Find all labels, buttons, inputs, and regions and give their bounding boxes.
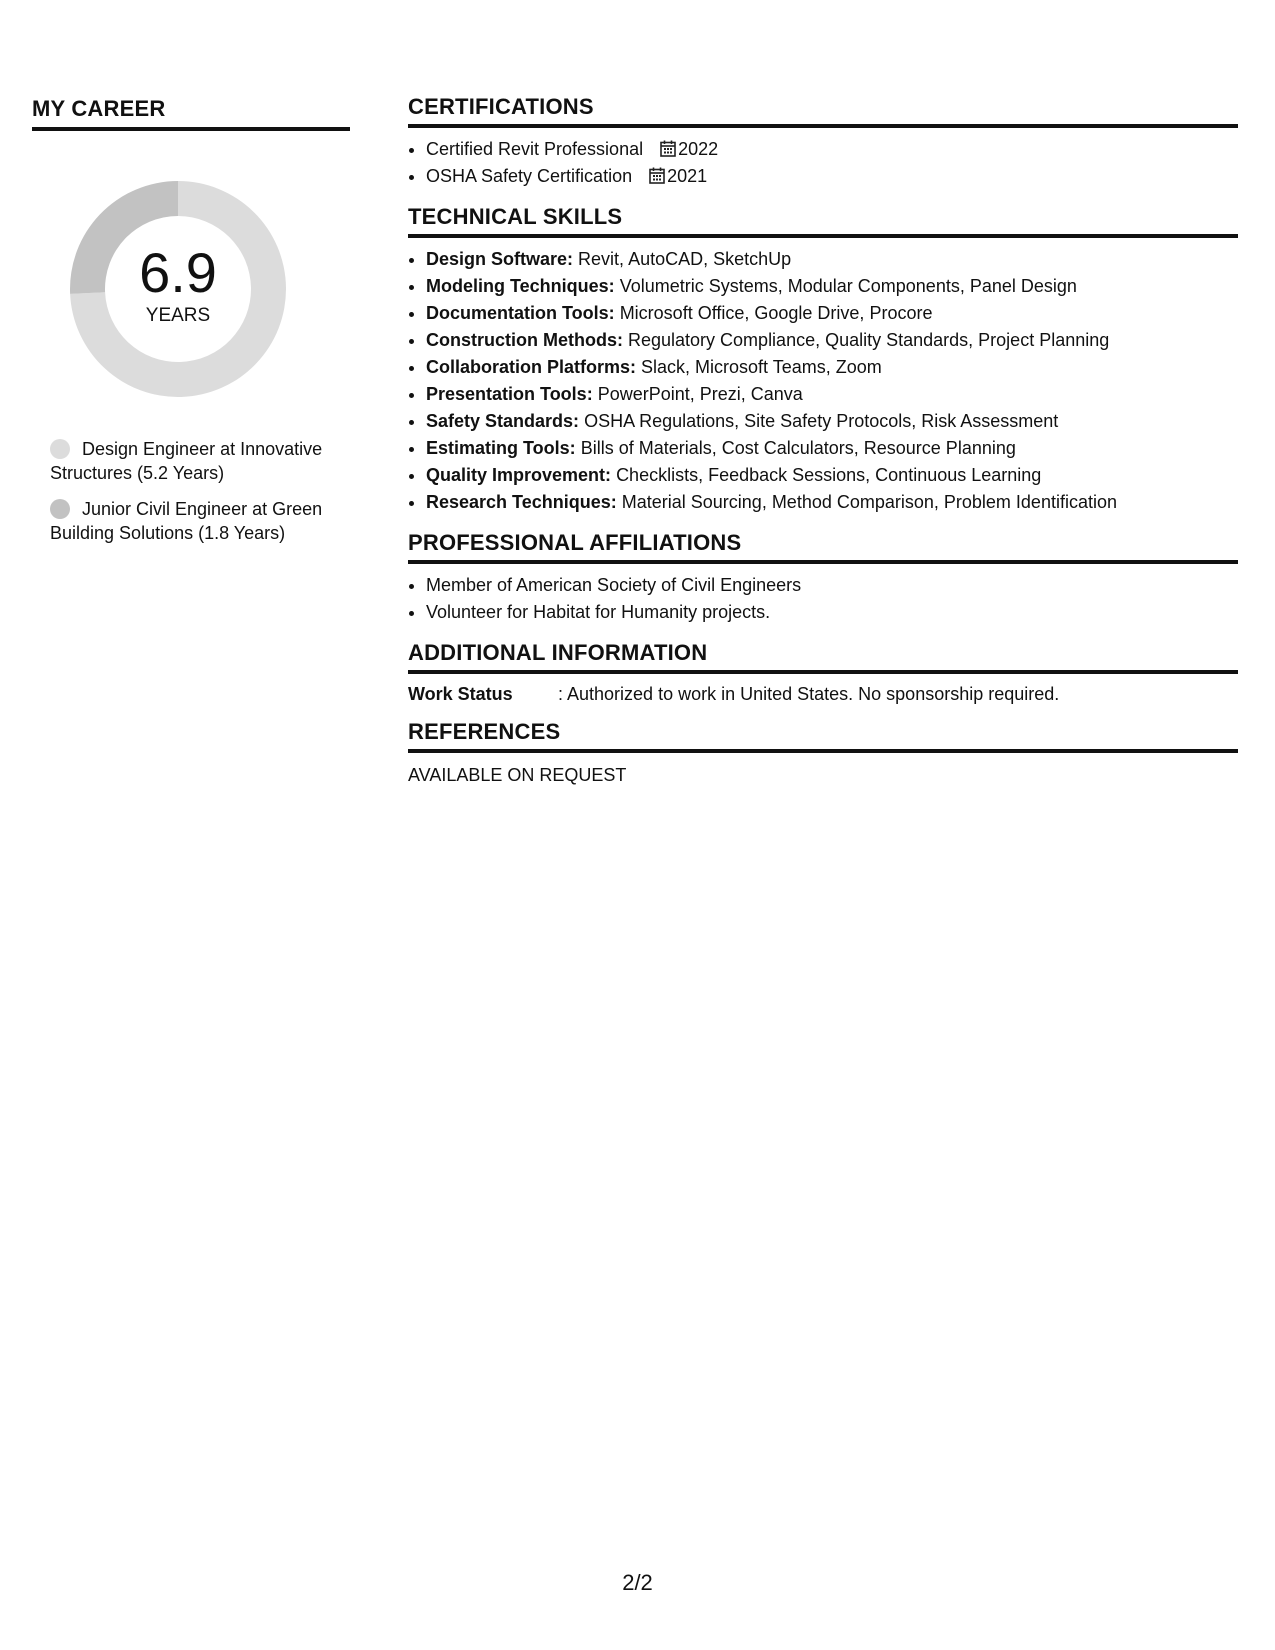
career-heading: MY CAREER [32, 96, 350, 131]
list-item [426, 163, 1238, 190]
skills-list [408, 246, 1238, 516]
skill-value: Regulatory Compliance, Quality Standards, Project Planning [628, 330, 1110, 350]
certification-year: 2021 [667, 166, 708, 186]
work-status-value: : Authorized to work in United States. No sponsorship required. [558, 684, 1060, 704]
work-status-row [408, 684, 1238, 705]
skill-value: OSHA Regulations, Site Safety Protocols, Risk Assessment [584, 411, 1059, 431]
skill-value: Checklists, Feedback Sessions, Continuous Learning [616, 465, 1042, 485]
additional-info-section [408, 640, 1238, 705]
references-text: AVAILABLE ON REQUEST [408, 765, 627, 785]
list-item [426, 246, 1238, 273]
skill-label: Research Techniques: [426, 492, 617, 512]
skill-value: Revit, AutoCAD, SketchUp [578, 249, 792, 269]
skill-label: Construction Methods: [426, 330, 623, 350]
main-column [408, 94, 1238, 800]
skill-label: Quality Improvement: [426, 465, 612, 485]
list-item: • Volunteer for Habitat for Humanity projects. [426, 599, 1238, 626]
skills-section [408, 204, 1238, 516]
skill-label: Design Software: [426, 249, 574, 269]
calendar-icon [660, 140, 676, 157]
skill-value: PowerPoint, Prezi, Canva [597, 384, 803, 404]
total-years-unit: YEARS [145, 305, 211, 326]
list-item [426, 136, 1238, 163]
skill-label: Safety Standards: [426, 411, 580, 431]
skill-value: Microsoft Office, Google Drive, Procore [619, 303, 933, 323]
certifications-section [408, 94, 1238, 190]
skill-label: Presentation Tools: [426, 384, 593, 404]
list-item [426, 381, 1238, 408]
donut-center [66, 177, 290, 401]
skill-label: Modeling Techniques: [426, 276, 615, 296]
list-item [426, 489, 1238, 516]
career-column [32, 96, 350, 557]
list-item [426, 273, 1238, 300]
certification-year: 2022 [678, 139, 719, 159]
references-section [408, 719, 1238, 786]
affiliations-section [408, 530, 1238, 626]
skill-value: Slack, Microsoft Teams, Zoom [641, 357, 882, 377]
skills-heading: TECHNICAL SKILLS [408, 204, 1238, 238]
list-item [426, 354, 1238, 381]
legend-item [50, 497, 340, 545]
affiliations-heading: PROFESSIONAL AFFILIATIONS [408, 530, 1238, 564]
list-item [426, 408, 1238, 435]
total-years-value: 6.9 [139, 241, 217, 304]
legend-label: Junior Civil Engineer at Green Building Solutions (1.8 Years) [50, 499, 323, 543]
list-item: • Member of American Society of Civil Engineers [426, 572, 1238, 599]
skill-label: Documentation Tools: [426, 303, 615, 323]
list-item [426, 435, 1238, 462]
legend-item [50, 437, 340, 485]
calendar-icon [649, 167, 665, 184]
list-item [426, 327, 1238, 354]
career-donut-chart [66, 177, 290, 401]
references-heading: REFERENCES [408, 719, 1238, 753]
certifications-list [408, 136, 1238, 190]
skill-label: Collaboration Platforms: [426, 357, 637, 377]
skill-value: Volumetric Systems, Modular Components, Panel Design [619, 276, 1077, 296]
skill-label: Estimating Tools: [426, 438, 576, 458]
skill-value: Material Sourcing, Method Comparison, Problem Identification [621, 492, 1117, 512]
list-item [426, 300, 1238, 327]
skill-value: Bills of Materials, Cost Calculators, Resource Planning [580, 438, 1016, 458]
certification-name: OSHA Safety Certification [426, 166, 633, 186]
work-status-label: Work Status [408, 684, 513, 704]
legend-label: Design Engineer at Innovative Structures (5.2 Years) [50, 439, 323, 483]
additional-info-heading: ADDITIONAL INFORMATION [408, 640, 1238, 674]
certifications-heading: CERTIFICATIONS [408, 94, 1238, 128]
page-number: 2/2 [622, 1570, 653, 1595]
legend-dot-2 [50, 499, 70, 519]
affiliations-list [408, 572, 1238, 626]
certification-name: Certified Revit Professional [426, 139, 644, 159]
career-legend [50, 437, 340, 545]
legend-dot-1 [50, 439, 70, 459]
list-item [426, 462, 1238, 489]
